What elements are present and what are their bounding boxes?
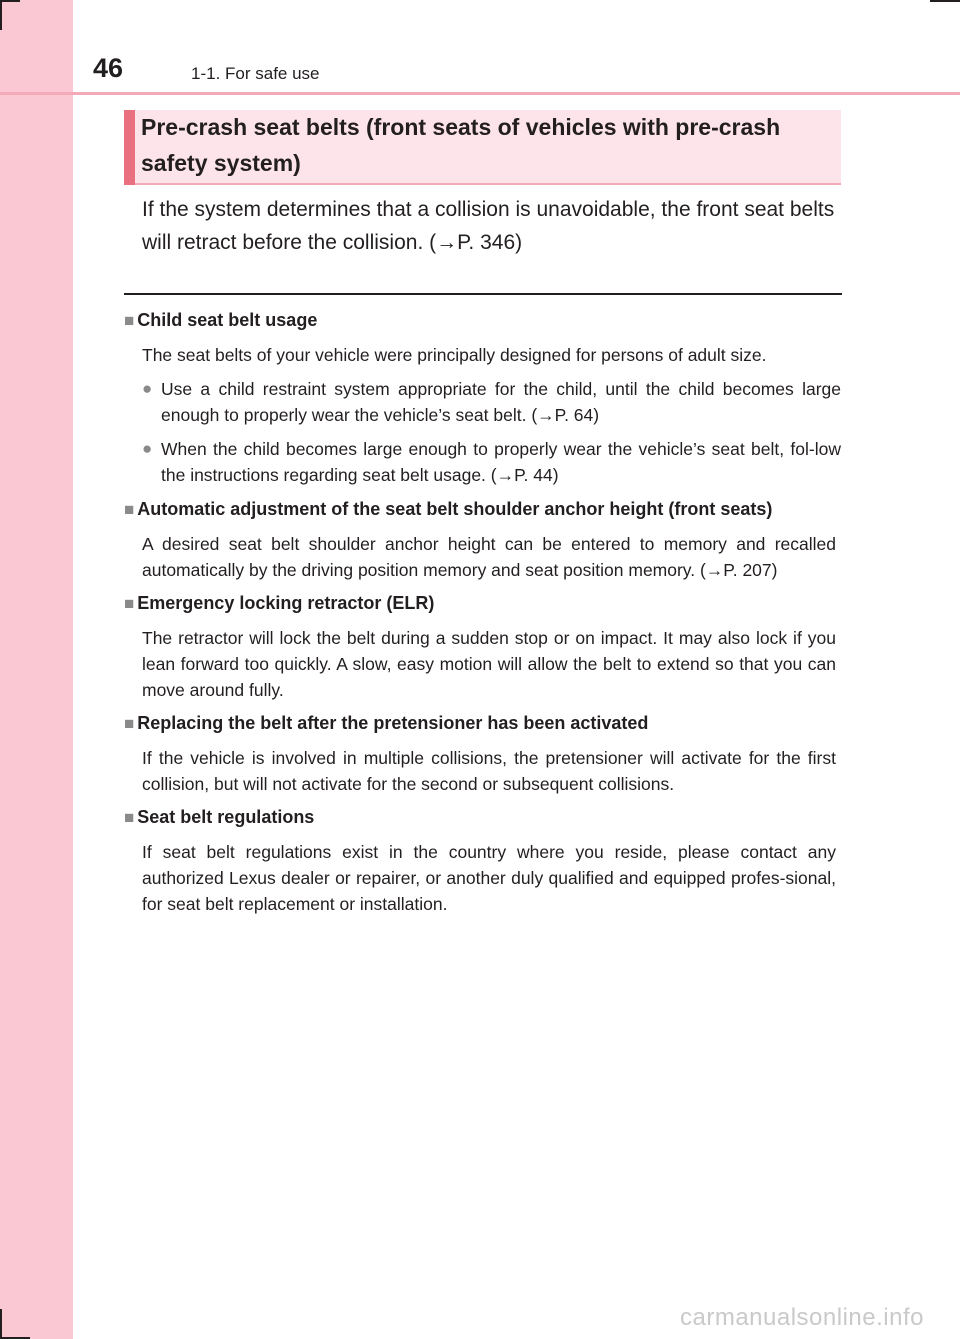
header-rule <box>0 92 960 95</box>
page-number: 46 <box>93 53 124 83</box>
heading-text: Replacing the belt after the pretensioner has been activated <box>137 713 649 733</box>
square-bullet-icon: ■ <box>124 714 135 733</box>
crop-mark-top-left <box>0 0 2 30</box>
circle-bullet-icon: ● <box>142 439 153 458</box>
paragraph-elr: The retractor will lock the belt during a sudden stop or on impact. It may also lock if you lean forward too quickly. A slow, easy motion will allow the belt to extend so that you can move around fully. <box>142 628 836 700</box>
watermark-text: carmanualsonline.info <box>680 1304 924 1331</box>
crop-mark-top-right <box>930 0 960 2</box>
heading-child-seat-belt <box>124 308 317 333</box>
title-accent-bar <box>124 110 135 185</box>
heading-anchor-adjustment <box>124 497 772 522</box>
heading-text: Automatic adjustment of the seat belt shoulder anchor height (front seats) <box>137 499 773 519</box>
paragraph-child-seat-belt: The seat belts of your vehicle were principally designed for persons of adult size. <box>142 345 767 365</box>
heading-text: Seat belt regulations <box>137 807 315 827</box>
paragraph-replacing-belt: If the vehicle is involved in multiple collisions, the pretensioner will activate for the first collision, but will not activate for the second or subsequent collisions. <box>142 748 836 794</box>
circle-bullet-icon: ● <box>142 379 153 398</box>
heading-text: Emergency locking retractor (ELR) <box>137 593 435 613</box>
paragraph-anchor-adjustment: A desired seat belt shoulder anchor height can be entered to memory and recalled automatically by the driving position memory and seat position memory. (→P. 207) <box>142 534 836 580</box>
crop-mark-bottom-left <box>0 1309 2 1339</box>
section-label: 1-1. For safe use <box>191 64 320 83</box>
bullet-child-large-enough: When the child becomes large enough to properly wear the vehicle’s seat belt, fol-low the instructions regarding seat belt usage. (→P. 44) <box>161 439 841 485</box>
divider-rule <box>124 293 842 295</box>
section-title: Pre-crash seat belts (front seats of vehicles with pre-crash safety system) <box>141 114 781 176</box>
intro-paragraph: If the system determines that a collision is unavoidable, the front seat belts will retract before the collision. (→P. 346) <box>142 198 835 254</box>
bullet-child-restraint: Use a child restraint system appropriate for the child, until the child becomes large enough to properly wear the vehicle’s seat belt. (→P. 64) <box>161 379 841 425</box>
heading-regulations <box>124 805 314 830</box>
paragraph-regulations: If seat belt regulations exist in the country where you reside, please contact any authorized Lexus dealer or repairer, or another duly qualified and equipped profes-sional, for seat belt replacement or installation. <box>142 842 836 914</box>
side-color-band <box>0 0 73 1339</box>
heading-text: Child seat belt usage <box>137 310 318 330</box>
crop-mark-top-left-h <box>0 0 20 2</box>
heading-elr <box>124 591 434 616</box>
square-bullet-icon: ■ <box>124 808 135 827</box>
heading-replacing-belt <box>124 711 648 736</box>
square-bullet-icon: ■ <box>124 594 135 613</box>
square-bullet-icon: ■ <box>124 500 135 519</box>
square-bullet-icon: ■ <box>124 311 135 330</box>
